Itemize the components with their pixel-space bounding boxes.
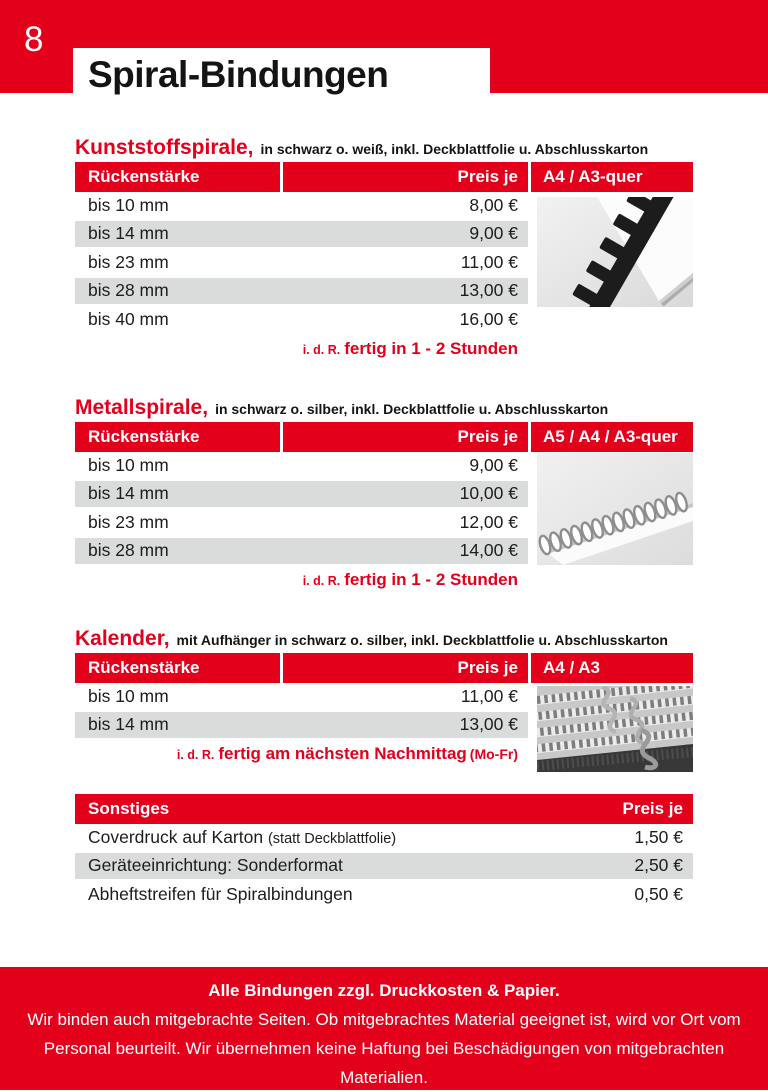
row-price: 2,50 € [634, 855, 683, 876]
section-title: Kunststoffspirale, [75, 136, 254, 159]
table-row [75, 452, 528, 481]
table-row [75, 509, 528, 538]
row-price: 8,00 € [469, 194, 518, 215]
table-row [75, 538, 528, 567]
page-number: 8 [24, 20, 44, 59]
section-metallspirale [75, 391, 693, 590]
table-header [75, 422, 693, 452]
row-price: 9,00 € [469, 454, 518, 475]
note-suffix: (Mo-Fr) [469, 746, 518, 762]
section-subtitle: in schwarz o. weiß, inkl. Deckblattfolie u. Abschlusskarton [260, 140, 649, 157]
row-price: 10,00 € [459, 483, 518, 504]
row-price: 12,00 € [459, 511, 518, 532]
footer-bold-line: Alle Bindungen zzgl. Druckkosten & Papier. [208, 981, 560, 1000]
note-prefix: i. d. R. [302, 574, 341, 588]
table-row [75, 249, 528, 278]
row-label-text: Coverdruck auf Karton [88, 826, 264, 847]
metal-wire-binding-photo [537, 453, 693, 565]
page-title: Spiral-Bindungen [88, 54, 389, 95]
table-row [75, 481, 528, 510]
table-row [75, 306, 528, 335]
row-price: 13,00 € [459, 714, 518, 735]
note-main: fertig am nächsten Nachmittag [218, 744, 467, 763]
row-label [75, 855, 634, 876]
row-label [75, 827, 634, 848]
note-main: fertig in 1 - 2 Stunden [344, 338, 518, 358]
section-subtitle: mit Aufhänger in schwarz o. silber, inkl. Deckblattfolie u. Abschlusskarton [176, 631, 668, 648]
row-price: 13,00 € [459, 280, 518, 301]
footer-text: Wir binden auch mitgebrachte Seiten. Ob mitgebrachtes Material geeignet ist, wird vor Ort vom Personal beurteilt. Wir übernehmen keine Haftung bei Beschädigungen von mitgebrachten Materialien. [27, 1010, 741, 1087]
row-price: 11,00 € [460, 685, 518, 706]
table-header [75, 653, 693, 683]
table-body [75, 192, 528, 335]
note-main: fertig in 1 - 2 Stunden [344, 570, 518, 589]
note-prefix: i. d. R. [302, 342, 341, 357]
row-price: 14,00 € [459, 540, 518, 561]
row-label: bis 10 mm [88, 685, 169, 706]
table-body [75, 452, 528, 566]
row-label: bis 23 mm [88, 251, 169, 272]
table-row [75, 221, 528, 250]
table-row [75, 712, 528, 741]
ready-time-note [75, 570, 528, 590]
row-label: bis 28 mm [88, 280, 169, 301]
table-header [75, 794, 693, 824]
row-price: 1,50 € [634, 826, 683, 847]
note-prefix: i. d. R. [176, 748, 215, 762]
section-title: Kalender, [75, 627, 170, 650]
section-heading [75, 391, 693, 422]
table-row [75, 683, 528, 712]
row-label: bis 28 mm [88, 540, 169, 561]
column-rueckenstaerke: Rückenstärke [75, 653, 280, 683]
table-body [75, 824, 693, 910]
table-row [75, 824, 693, 853]
row-label: bis 14 mm [88, 223, 169, 244]
ready-time-note [75, 744, 528, 764]
row-label: bis 10 mm [88, 454, 169, 475]
section-sonstiges [75, 794, 693, 910]
row-label: bis 23 mm [88, 511, 169, 532]
plastic-comb-binding-photo [537, 197, 693, 307]
section-title: Metallspirale, [75, 396, 209, 419]
row-label: bis 14 mm [88, 483, 169, 504]
column-sonstiges: Sonstiges [75, 794, 533, 824]
column-format: A4 / A3 [531, 653, 693, 683]
table-row [75, 853, 693, 882]
table-body [75, 683, 528, 740]
column-format: A5 / A4 / A3-quer [531, 422, 693, 452]
section-kunststoffspirale [75, 131, 693, 359]
table-header [75, 162, 693, 192]
footer-notice [0, 967, 768, 1090]
row-label-small: (statt Deckblattfolie) [267, 830, 397, 847]
ready-time-note [75, 339, 528, 359]
row-label: bis 10 mm [88, 194, 169, 215]
row-price: 9,00 € [469, 223, 518, 244]
column-preis-je: Preis je [283, 653, 528, 683]
top-banner [0, 0, 768, 93]
row-label [75, 884, 634, 905]
section-heading [75, 131, 693, 162]
column-preis-je: Preis je [283, 422, 528, 452]
row-label: bis 40 mm [88, 308, 169, 329]
column-preis-je: Preis je [283, 162, 528, 192]
column-rueckenstaerke: Rückenstärke [75, 162, 280, 192]
table-row [75, 278, 528, 307]
row-price: 16,00 € [459, 308, 518, 329]
row-label-text: Geräteeinrichtung: Sonderformat [88, 855, 343, 876]
row-label: bis 14 mm [88, 714, 169, 735]
title-box [73, 48, 490, 112]
table-row [75, 881, 693, 910]
section-subtitle: in schwarz o. silber, inkl. Deckblattfolie u. Abschlusskarton [215, 400, 609, 417]
row-price: 0,50 € [634, 883, 683, 904]
row-label-text: Abheftstreifen für Spiralbindungen [88, 883, 353, 904]
section-heading [75, 622, 693, 653]
row-price: 11,00 € [460, 251, 518, 272]
column-preis-je: Preis je [533, 794, 693, 824]
section-kalender [75, 622, 693, 764]
column-format: A4 / A3-quer [531, 162, 693, 192]
calendar-wire-hanger-photo [537, 686, 693, 772]
column-rueckenstaerke: Rückenstärke [75, 422, 280, 452]
table-row [75, 192, 528, 221]
